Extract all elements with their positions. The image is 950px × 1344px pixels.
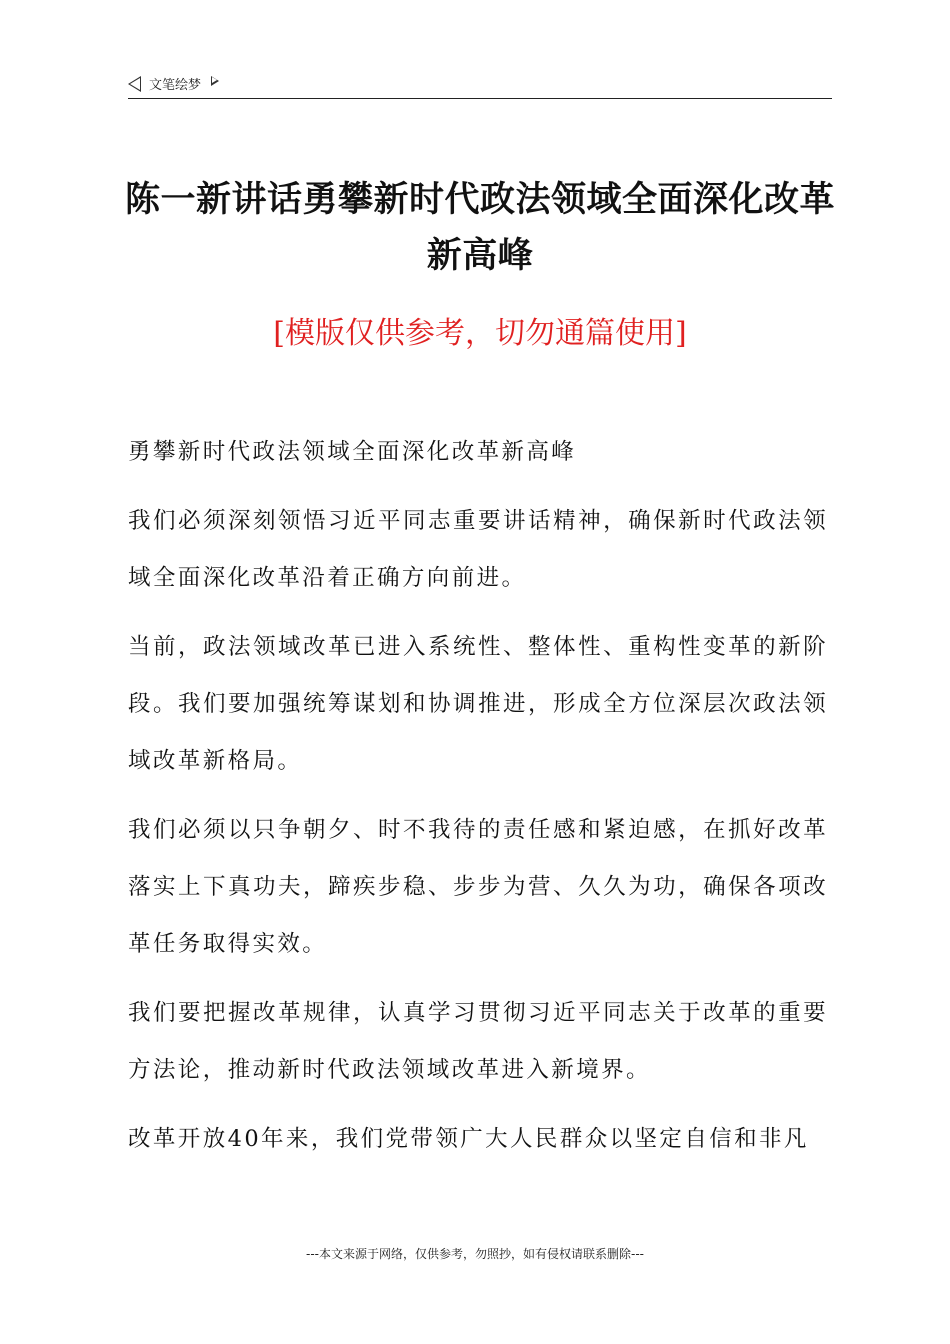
paragraph: 改革开放40年来，我们党带领广大人民群众以坚定自信和非凡	[128, 1126, 809, 1152]
brand	[128, 74, 219, 93]
document-body	[128, 424, 828, 1180]
title-line-1: 陈一新讲话勇攀新时代政法领域全面深化改革	[124, 180, 835, 220]
document-title	[110, 172, 850, 284]
triangle-left-icon	[128, 76, 141, 92]
triangle-right-icon	[211, 76, 219, 86]
paragraph: 当前，政法领域改革已进入系统性、整体性、重构性变革的新阶段。我们要加强统筹谋划和协调推进，形成全方位深层次政法领域改革新格局。	[128, 634, 828, 774]
page-header	[128, 74, 832, 99]
paragraph: 我们必须深刻领悟习近平同志重要讲话精神，确保新时代政法领域全面深化改革沿着正确方向前进。	[128, 508, 828, 591]
title-line-2: 新高峰	[426, 236, 534, 276]
brand-name: 文笔绘梦	[149, 78, 202, 93]
template-notice: [模版仅供参考，切勿通篇使用]	[273, 316, 687, 351]
paragraph: 我们要把握改革规律，认真学习贯彻习近平同志关于改革的重要方法论，推动新时代政法领域改革进入新境界。	[128, 1000, 828, 1083]
page-footer: ---本文来源于网络，仅供参考，勿照抄，如有侵权请联系删除---	[306, 1247, 644, 1261]
paragraph-subtitle: 勇攀新时代政法领域全面深化改革新高峰	[128, 439, 577, 465]
paragraph: 我们必须以只争朝夕、时不我待的责任感和紧迫感，在抓好改革落实上下真功夫，蹄疾步稳、步步为营、久久为功，确保各项改革任务取得实效。	[128, 817, 828, 957]
